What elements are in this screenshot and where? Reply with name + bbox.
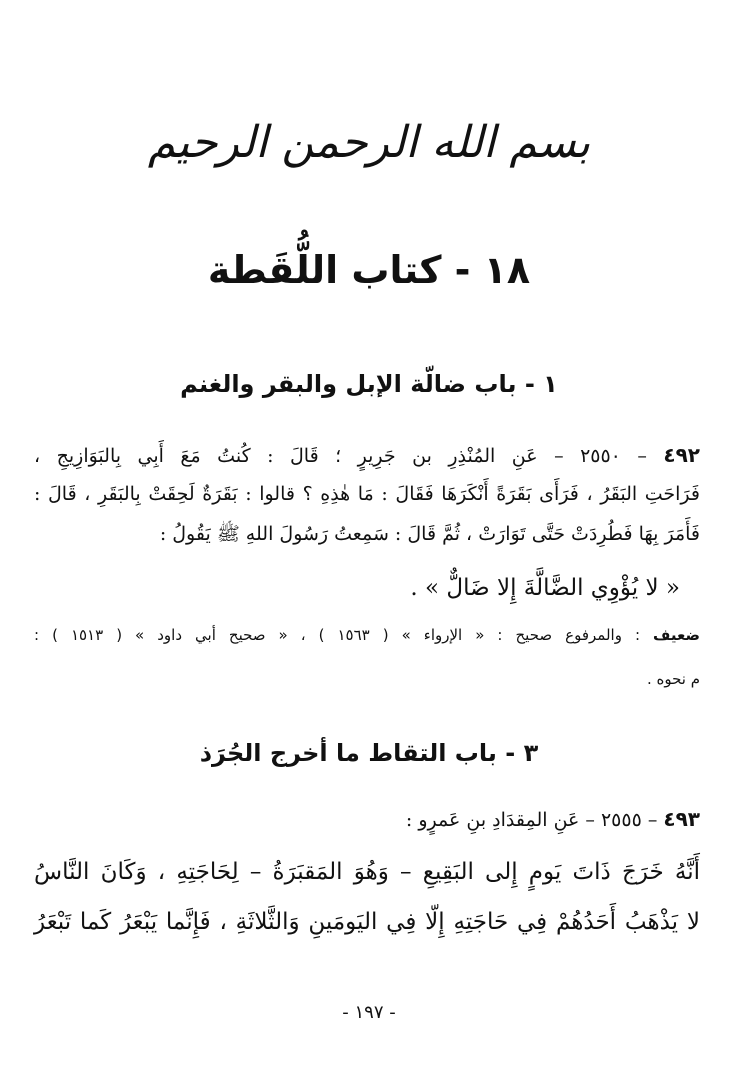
- hadith-text: – ٢٥٥٠ – عَنِ المُنْذِرِ بن جَرِيرٍ ؛ قَالَ : كُنتُ مَعَ أَبِي بِالبَوَازِيجِ ،: [34, 445, 647, 467]
- hadith-493-line-2: أَنَّهُ خَرَجَ ذَاتَ يَومٍ إِلى البَقِيعِ – وَهُوَ المَقبَرَةُ – لِحَاجَتِهِ ، وَكَانَ النَّاسُ: [34, 859, 700, 885]
- hadith-492-line-1: [34, 438, 700, 473]
- basmala-calligraphy: بسم الله الرحمن الرحيم: [147, 117, 591, 168]
- hadith-492-line-2: فَرَاحَتِ البَقَرُ ، فَرَأَى بَقَرَةً أَنْكَرَهَا فَقَالَ : مَا هٰذِهِ ؟ قالوا : بَقَرَةٌ لَحِقَتْ بِالبَقَرِ ، قَالَ :: [34, 483, 700, 505]
- grade-text: : والمرفوع صحيح : « الإرواء » ( ١٥٦٣ ) ، « صحيح أبي داود » ( ١٥١٣ ) :: [34, 626, 641, 644]
- hadith-492-grade-continued: م نحوه .: [646, 670, 700, 688]
- page-number: - ١٩٧ -: [342, 1002, 396, 1023]
- hadith-492-grade: [34, 620, 700, 650]
- hadith-text: – ٢٥٥٥ – عَنِ المِقدَادِ بنِ عَمرٍو :: [405, 809, 658, 831]
- hadith-493-line-1: [34, 802, 700, 837]
- chapter-heading-1: ١ - باب ضالّة الإبل والبقر والغنم: [180, 370, 558, 398]
- hadith-492-quote: « لا يُؤْوِي الضَّالَّةَ إِلا ضَالٌّ » .: [410, 575, 680, 601]
- book-title: ١٨ - كتاب اللُّقَطة: [207, 248, 531, 292]
- hadith-number: ٤٩٢: [663, 443, 700, 467]
- hadith-493-line-3: لا يَذْهَبُ أَحَدُهُمْ فِي حَاجَتِهِ إِلّا فِي اليَومَينِ وَالثَّلاثَةِ ، فَإِنَّما يَبْعَرُ كَما تَبْعَرُ: [34, 909, 700, 935]
- hadith-number: ٤٩٣: [663, 807, 700, 831]
- chapter-heading-3: ٣ - باب التقاط ما أخرج الجُرَذ: [199, 739, 539, 767]
- grade-label: ضعيف: [653, 626, 700, 644]
- hadith-492-line-3: فَأَمَرَ بِهَا فَطُرِدَتْ حَتَّى تَوَارَتْ ، ثُمَّ قَالَ : سَمِعتُ رَسُولَ اللهِ ﷺ يَقُولُ :: [159, 523, 700, 545]
